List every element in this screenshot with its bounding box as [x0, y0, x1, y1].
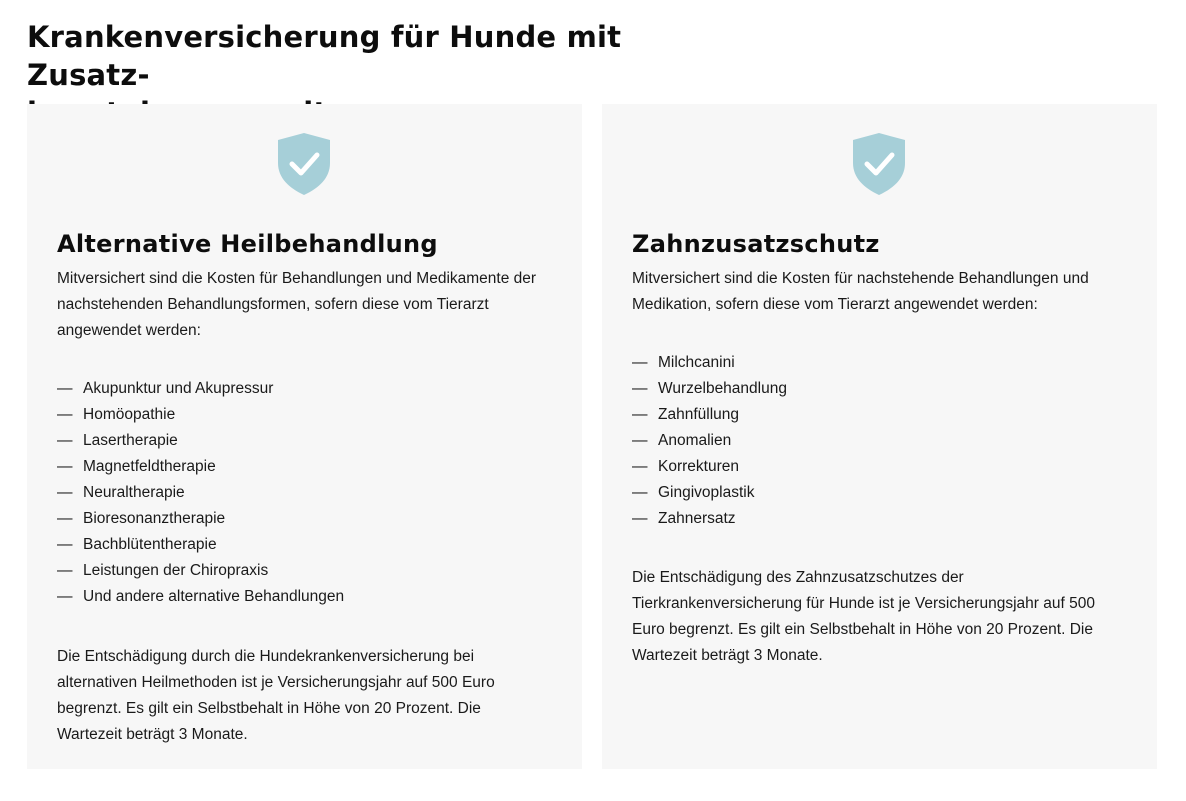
list-item [632, 376, 1132, 402]
dash: — [632, 510, 648, 527]
dash: — [632, 484, 648, 501]
list-item-label: Leistungen der Chiropraxis [83, 562, 269, 579]
dash: — [632, 432, 648, 449]
dash: — [57, 432, 73, 449]
list-item [632, 454, 1132, 480]
list-item [57, 532, 557, 558]
list-item [57, 454, 557, 480]
dash: — [632, 458, 648, 475]
list-item-label: Korrekturen [658, 458, 739, 475]
dash: — [57, 588, 73, 605]
dash: — [57, 484, 73, 501]
page-title: Krankenversicherung für Hunde mit Zusatz- [27, 20, 622, 92]
dash: — [57, 380, 73, 397]
list-item [57, 428, 557, 454]
list-item-label: Akupunktur und Akupressur [83, 380, 274, 397]
list-item-label: Gingivoplastik [658, 484, 755, 501]
card-alternative-heilbehandlung [27, 104, 582, 769]
card-zahnzusatzschutz [602, 104, 1157, 769]
list-item [57, 402, 557, 428]
shield-check-icon [278, 133, 330, 195]
list-item-label: Anomalien [658, 432, 732, 449]
dash: — [57, 406, 73, 423]
card-note: Die Entschädigung durch die Hundekrankenversicherung bei alternativen Heilmethoden ist je Versicherungsjahr auf 500 Euro begrenzt. Es gilt ein Selbstbehalt in Höhe von 20 Prozent. Die Wartezeit beträgt 3 Monate. [57, 648, 495, 743]
card-intro: Mitversichert sind die Kosten für nachstehende Behandlungen und Medikation, sofern diese vom Tierarzt angewendet werden: [632, 270, 1089, 313]
list-item-label: Neuraltherapie [83, 484, 185, 501]
card-intro: Mitversichert sind die Kosten für Behandlungen und Medikamente der nachstehenden Behandlungsformen, sofern diese vom Tierarzt angewendet werden: [57, 270, 537, 339]
list-item-label: Homöopathie [83, 406, 176, 423]
list-item-label: Bioresonanztherapie [83, 510, 226, 527]
list-item-label: Magnetfeldtherapie [83, 458, 216, 475]
list-item-label: Und andere alternative Behandlungen [83, 588, 345, 605]
list-item [632, 402, 1132, 428]
dash: — [632, 354, 648, 371]
list-item [57, 584, 557, 610]
list-item [57, 376, 557, 402]
dash: — [57, 536, 73, 553]
dash: — [57, 562, 73, 579]
list-item [57, 480, 557, 506]
list-item [632, 506, 1132, 532]
list-item-label: Bachblütentherapie [83, 536, 217, 553]
card-note: Die Entschädigung des Zahnzusatzschutzes der Tierkrankenversicherung für Hunde ist je Versicherungsjahr auf 500 Euro begrenzt. Es gilt ein Selbstbehalt in Höhe von 20 Prozent. Die Wartezeit beträgt 3 Monate. [632, 569, 1095, 664]
coverage-list [57, 376, 557, 610]
card-title: Alternative Heilbehandlung [57, 230, 438, 258]
list-item-label: Milchcanini [658, 354, 735, 371]
list-item-label: Zahnersatz [658, 510, 736, 527]
list-item [57, 506, 557, 532]
list-item [632, 428, 1132, 454]
list-item [632, 480, 1132, 506]
dash: — [632, 380, 648, 397]
coverage-list [632, 350, 1132, 532]
shield-check-icon [853, 133, 905, 195]
card-title: Zahnzusatzschutz [632, 230, 880, 258]
list-item [632, 350, 1132, 376]
list-item-label: Lasertherapie [83, 432, 178, 449]
list-item [57, 558, 557, 584]
dash: — [632, 406, 648, 423]
dash: — [57, 458, 73, 475]
dash: — [57, 510, 73, 527]
list-item-label: Wurzelbehandlung [658, 380, 787, 397]
list-item-label: Zahnfüllung [658, 406, 740, 423]
